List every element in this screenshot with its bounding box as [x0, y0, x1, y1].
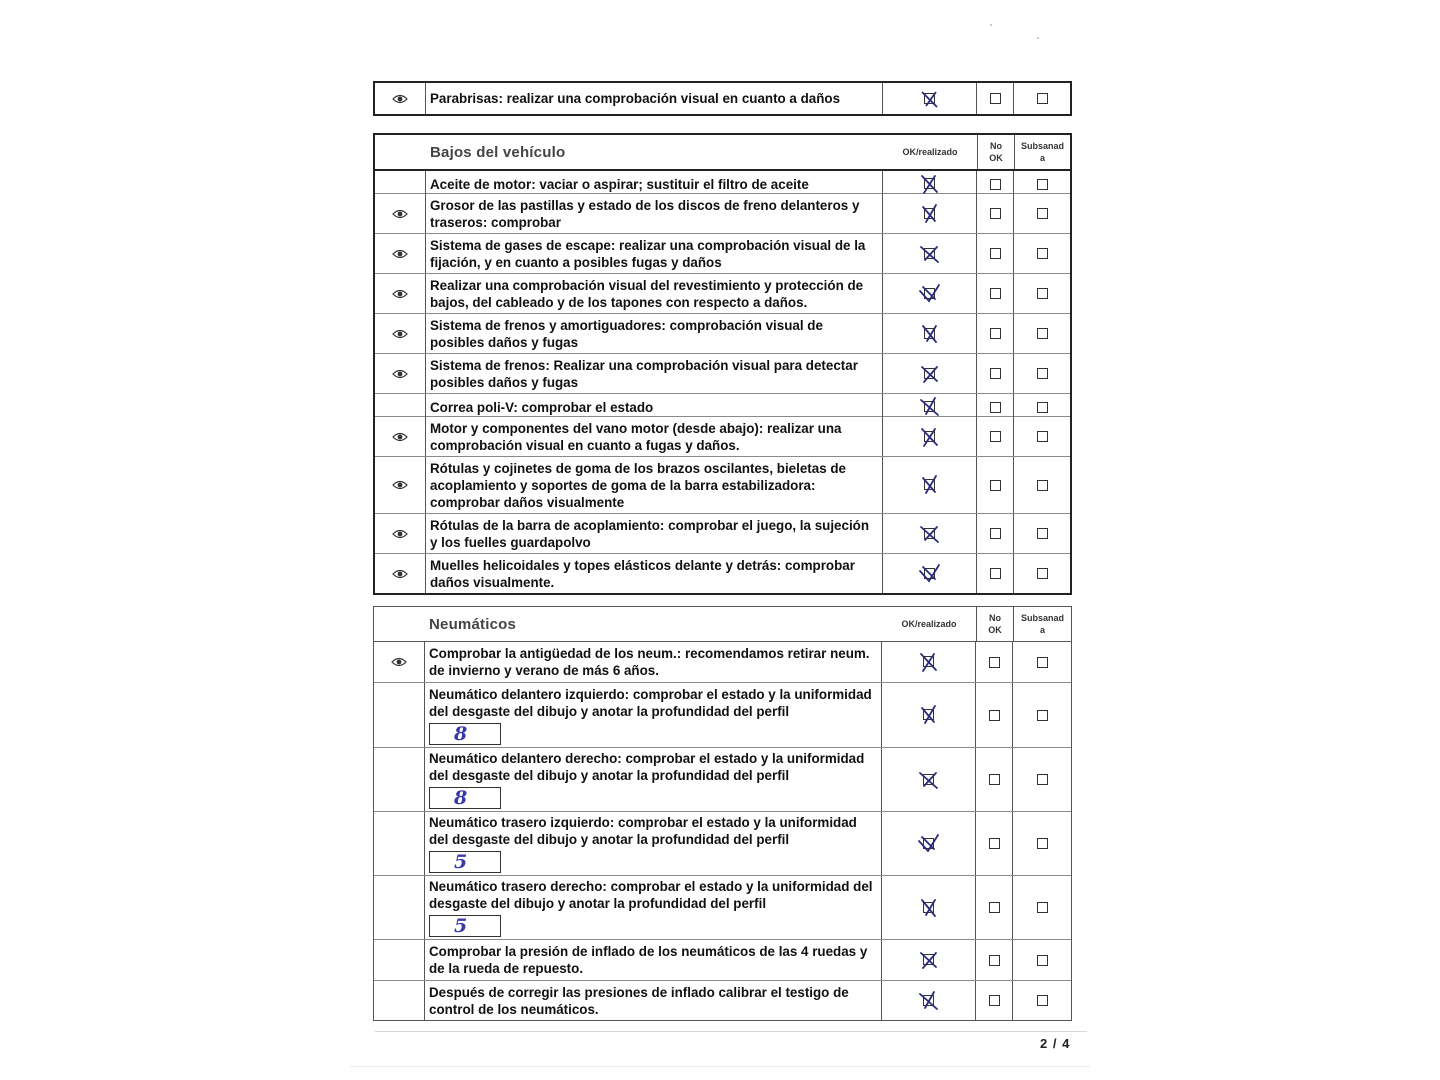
checklist-row — [375, 171, 1070, 193]
checklist-row — [375, 313, 1070, 353]
ok-checkbox[interactable] — [883, 457, 977, 513]
tread-depth-field[interactable] — [429, 851, 501, 873]
item-cell — [426, 234, 883, 273]
item-label: Neumático delantero derecho: comprobar el estado y la uniformidad del desgaste del dibujo y anotar la profundidad del perfil — [429, 751, 865, 783]
item-label: Aceite de motor: vaciar o aspirar; sustituir el filtro de aceite — [430, 176, 809, 192]
ok-checkbox[interactable] — [883, 514, 977, 553]
tread-depth-value: 5 — [454, 851, 468, 873]
eye-icon — [375, 417, 426, 456]
icon-cell — [374, 812, 425, 875]
no-ok-checkbox[interactable] — [977, 274, 1014, 313]
ok-checkbox[interactable] — [882, 748, 976, 811]
ok-checkbox[interactable] — [883, 314, 977, 353]
no-ok-checkbox[interactable] — [976, 876, 1013, 939]
checklist-row — [375, 456, 1070, 513]
ok-checkbox[interactable] — [882, 812, 976, 875]
subsanado-checkbox[interactable] — [1013, 981, 1071, 1020]
checklist-row — [375, 193, 1070, 233]
checklist-row — [375, 353, 1070, 393]
icon-cell — [374, 940, 425, 980]
ok-column-header: OK/realizado — [902, 147, 958, 157]
scan-edge — [350, 1066, 1090, 1067]
ok-checkbox[interactable] — [883, 83, 977, 114]
tread-depth-value: 5 — [454, 915, 468, 937]
no-ok-checkbox[interactable] — [976, 812, 1013, 875]
subsanado-checkbox[interactable] — [1013, 940, 1071, 980]
item-label: Neumático delantero izquierdo: comprobar el estado y la uniformidad del desgaste del dibujo y anotar la profundidad del perfil — [429, 686, 872, 719]
item-label: Neumático trasero derecho: comprobar el estado y la uniformidad del desgaste del dibujo y anotar la profundidad del perfil — [429, 879, 873, 911]
ok-checkbox[interactable] — [882, 683, 976, 747]
no-ok-column-header: No OK — [976, 607, 1013, 641]
eye-icon — [375, 554, 426, 593]
ok-checkbox[interactable] — [882, 642, 976, 682]
no-ok-checkbox[interactable] — [976, 981, 1013, 1020]
no-ok-checkbox[interactable] — [976, 683, 1013, 747]
checklist-row — [374, 875, 1071, 939]
underbody-header — [375, 135, 1070, 171]
checklist-row — [374, 642, 1071, 682]
subsanado-checkbox[interactable] — [1013, 748, 1071, 811]
no-ok-checkbox[interactable] — [976, 642, 1013, 682]
checklist-row — [374, 980, 1071, 1020]
no-ok-checkbox[interactable] — [977, 514, 1014, 553]
item-label: Grosor de las pastillas y estado de los discos de freno delanteros y traseros: comprobar — [430, 197, 860, 230]
eye-icon — [375, 83, 426, 114]
checklist-row — [374, 682, 1071, 747]
no-ok-checkbox[interactable] — [977, 554, 1014, 593]
no-ok-checkbox[interactable] — [977, 354, 1014, 393]
ok-checkbox[interactable] — [883, 354, 977, 393]
item-cell — [426, 554, 883, 593]
no-ok-checkbox[interactable] — [977, 457, 1014, 513]
subsanado-checkbox[interactable] — [1014, 457, 1070, 513]
ok-checkbox[interactable] — [883, 234, 977, 273]
checklist-row — [374, 811, 1071, 875]
no-ok-column-header: No OK — [977, 135, 1014, 169]
eye-icon — [375, 194, 426, 233]
item-label: Motor y componentes del vano motor (desde abajo): realizar una comprobación visual en cuanto a fugas y daños. — [430, 420, 842, 453]
tread-depth-value: 8 — [454, 722, 468, 745]
item-label: Sistema de gases de escape: realizar una comprobación visual de la fijación, y en cuanto a posibles fugas y daños — [430, 237, 866, 270]
item-cell — [425, 683, 882, 747]
item-label: Realizar una comprobación visual del revestimiento y protección de bajos, del cableado y de los tapones con respecto a daños. — [430, 277, 864, 310]
icon-cell — [374, 748, 425, 811]
checklist-row — [375, 513, 1070, 553]
subsanado-checkbox[interactable] — [1013, 642, 1071, 682]
windshield-label: Parabrisas: realizar una comprobación visual en cuanto a daños — [426, 83, 883, 114]
checklist-row — [375, 273, 1070, 313]
item-label: Neumático trasero izquierdo: comprobar el estado y la uniformidad del desgaste del dibujo y anotar la profundidad del perfil — [429, 815, 857, 847]
tread-depth-value: 8 — [454, 787, 468, 809]
icon-cell — [374, 981, 425, 1020]
eye-icon — [375, 514, 426, 553]
checklist-row — [374, 747, 1071, 811]
subsanado-checkbox[interactable] — [1013, 812, 1071, 875]
checklist-row — [375, 393, 1070, 416]
eye-icon — [375, 274, 426, 313]
checklist-row — [374, 939, 1071, 980]
ok-checkbox[interactable] — [882, 876, 976, 939]
item-cell — [425, 642, 882, 682]
eye-icon — [374, 642, 425, 682]
item-cell — [426, 314, 883, 353]
item-cell — [426, 274, 883, 313]
icon-cell — [374, 683, 425, 747]
no-ok-checkbox[interactable] — [977, 234, 1014, 273]
icon-cell — [374, 876, 425, 939]
item-label: Correa poli-V: comprobar el estado — [430, 399, 654, 415]
no-ok-checkbox[interactable] — [977, 314, 1014, 353]
ok-checkbox[interactable] — [883, 417, 977, 456]
item-cell — [425, 981, 882, 1020]
eye-icon — [375, 457, 426, 513]
subsanado-column-header: Subsanad a — [1014, 135, 1070, 169]
footer-rule — [375, 1031, 1087, 1032]
eye-icon — [375, 314, 426, 353]
item-label: Comprobar la antigüedad de los neum.: recomendamos retirar neum. de invierno y verano de más 6 años. — [429, 646, 870, 678]
no-ok-checkbox[interactable] — [976, 940, 1013, 980]
item-label: Muelles helicoidales y topes elásticos delante y detrás: comprobar daños visualmente. — [430, 557, 855, 590]
section-title: Bajos del vehículo — [430, 143, 566, 161]
subsanado-checkbox[interactable] — [1014, 417, 1070, 456]
no-ok-checkbox[interactable] — [977, 194, 1014, 233]
subsanado-checkbox[interactable] — [1014, 234, 1070, 273]
item-label: Sistema de frenos y amortiguadores: comprobación visual de posibles daños y fugas — [430, 317, 823, 350]
subsanado-checkbox[interactable] — [1014, 514, 1070, 553]
tires-header — [374, 607, 1071, 642]
checklist-row — [375, 416, 1070, 456]
subsanado-checkbox[interactable] — [1014, 274, 1070, 313]
item-cell — [426, 194, 883, 233]
no-ok-checkbox[interactable] — [977, 83, 1014, 114]
item-cell — [425, 940, 882, 980]
subsanado-checkbox[interactable] — [1014, 354, 1070, 393]
scan-speck — [1037, 37, 1039, 39]
subsanado-checkbox[interactable] — [1013, 876, 1071, 939]
item-cell — [426, 514, 883, 553]
tread-depth-field[interactable] — [429, 723, 501, 745]
tires-rows — [374, 642, 1071, 1020]
section-title: Neumáticos — [429, 615, 517, 633]
item-cell — [425, 876, 882, 939]
windshield-block — [373, 81, 1072, 116]
ok-checkbox[interactable] — [882, 940, 976, 980]
scan-speck — [990, 24, 992, 26]
subsanado-checkbox[interactable] — [1014, 554, 1070, 593]
subsanado-checkbox[interactable] — [1014, 194, 1070, 233]
checklist-row — [375, 553, 1070, 593]
tread-depth-field[interactable] — [429, 787, 501, 809]
ok-checkbox[interactable] — [883, 274, 977, 313]
subsanado-checkbox[interactable] — [1014, 83, 1070, 114]
ok-checkbox[interactable] — [883, 194, 977, 233]
item-label: Comprobar la presión de inflado de los neumáticos de las 4 ruedas y de la rueda de repuesto. — [429, 944, 868, 976]
item-label: Sistema de frenos: Realizar una comprobación visual para detectar posibles daños y fugas — [430, 357, 858, 390]
item-cell — [426, 354, 883, 393]
underbody-section — [373, 133, 1072, 595]
tread-depth-field[interactable] — [429, 915, 501, 937]
item-label: Rótulas de la barra de acoplamiento: comprobar el juego, la sujeción y los fuelles guardapolvo — [430, 517, 870, 550]
page-number: 2 / 4 — [1040, 1036, 1071, 1051]
underbody-rows — [375, 171, 1070, 593]
no-ok-checkbox[interactable] — [976, 748, 1013, 811]
ok-checkbox[interactable] — [883, 554, 977, 593]
no-ok-checkbox[interactable] — [977, 417, 1014, 456]
item-label: Después de corregir las presiones de inflado calibrar el testigo de control de los neumáticos. — [429, 984, 849, 1017]
ok-column-header: OK/realizado — [901, 619, 957, 629]
item-cell — [426, 417, 883, 456]
item-cell — [426, 457, 883, 513]
eye-icon — [375, 354, 426, 393]
item-cell — [425, 812, 882, 875]
tires-section — [373, 606, 1072, 1021]
subsanado-checkbox[interactable] — [1014, 314, 1070, 353]
item-label: Rótulas y cojinetes de goma de los brazos oscilantes, bieletas de acoplamiento y soportes de goma de la barra estabilizadora: comprobar daños visualmente — [430, 460, 846, 510]
subsanado-column-header: Subsanad a — [1013, 607, 1071, 641]
checklist-row — [375, 233, 1070, 273]
item-cell — [425, 748, 882, 811]
eye-icon — [375, 234, 426, 273]
ok-checkbox[interactable] — [882, 981, 976, 1020]
subsanado-checkbox[interactable] — [1013, 683, 1071, 747]
